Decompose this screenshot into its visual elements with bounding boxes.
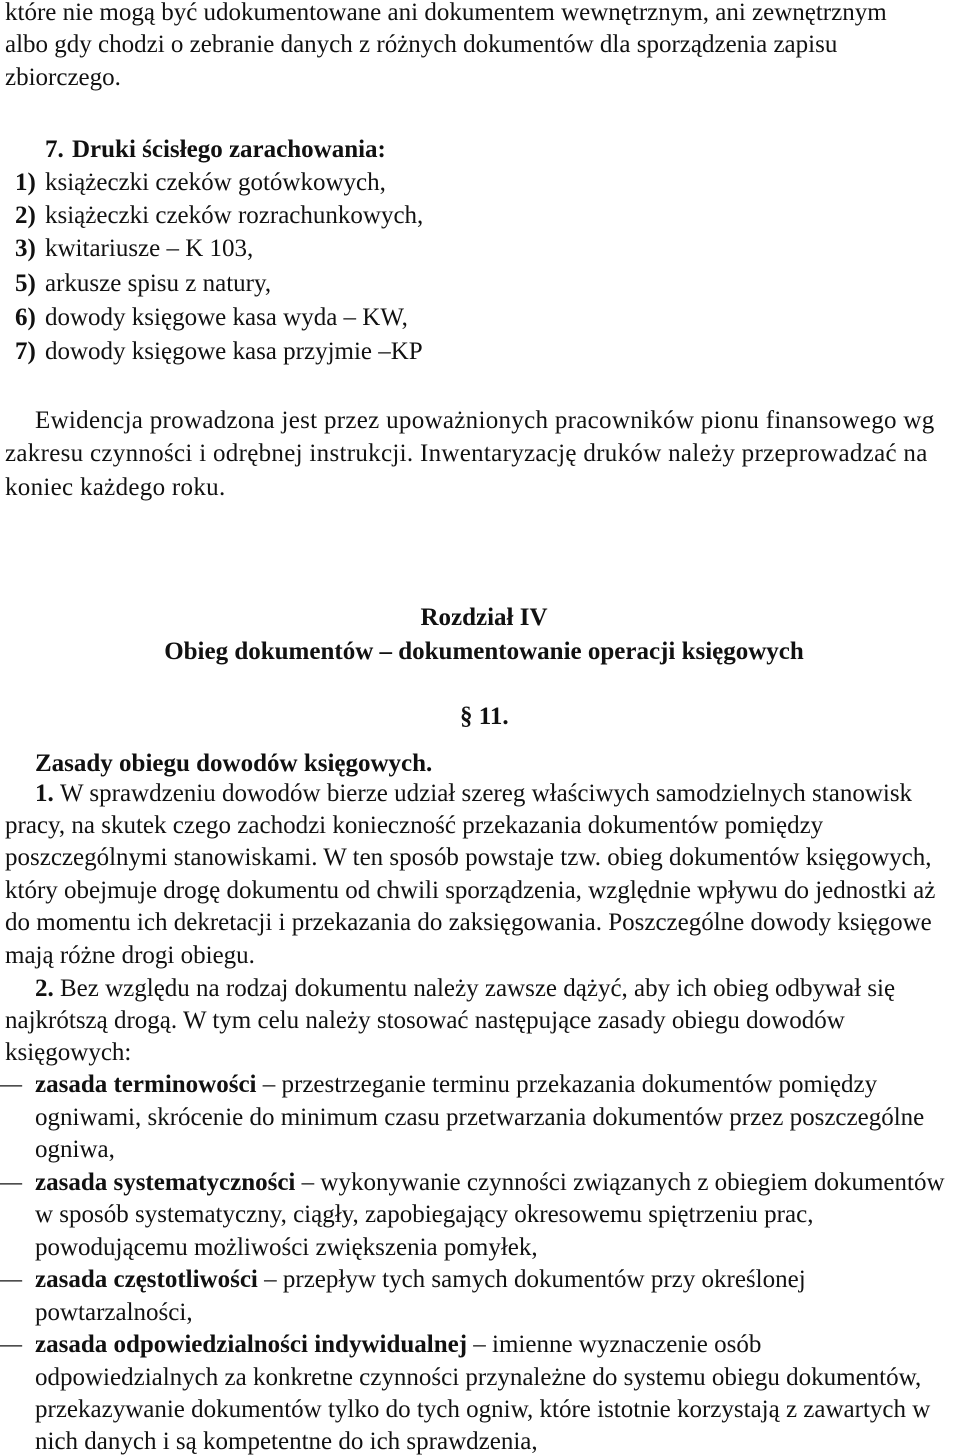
point-first-line	[35, 976, 895, 1002]
paragraph-symbol: § 11.	[460, 703, 509, 730]
list-item	[15, 170, 386, 196]
point-first-line	[35, 781, 912, 807]
principle-line: nich danych i są kompetentne do ich sprawdzenia,	[35, 1428, 538, 1455]
chapter-label: Rozdział IV	[420, 604, 548, 631]
principle-line: przekazywanie dokumentów tylko do tych ogniw, które istotnie korzystają z zawartych w	[35, 1396, 931, 1423]
section-number: 7.	[45, 136, 64, 163]
point-text: Bez względu na rodzaj dokumentu należy zawsze dążyć, aby ich obieg odbywał się	[60, 975, 896, 1002]
bullet-dash	[0, 1267, 35, 1293]
point-line: który obejmuje drogę dokumentu od chwili sporządzenia, względnie wpływu do jednostki aż	[5, 877, 936, 904]
item-text: książeczki czeków rozrachunkowych,	[45, 202, 424, 229]
dash-glyph: –	[0, 1331, 22, 1358]
item-number: 2)	[15, 202, 36, 229]
item-number: 7)	[15, 338, 36, 365]
item-number: 1)	[15, 169, 36, 196]
dash-glyph: –	[0, 1169, 22, 1196]
item-number: 3)	[15, 235, 36, 262]
intro-line: które nie mogą być udokumentowane ani dokumentem wewnętrznym, ani zewnętrznym	[5, 0, 887, 26]
intro-line: zbiorczego.	[5, 64, 121, 91]
chapter-title: Obieg dokumentów – dokumentowanie operacji księgowych	[164, 638, 804, 665]
item-number: 6)	[15, 304, 36, 331]
principle-term: zasada częstotliwości	[35, 1266, 258, 1293]
point-line: do momentu ich dekretacji i przekazania do zaksięgowania. Poszczególne dowody księgowe	[5, 909, 932, 936]
principle-item	[0, 1267, 806, 1293]
item-text: kwitariusze – K 103,	[45, 235, 254, 262]
dash-glyph: –	[0, 1071, 22, 1098]
principle-text: – przepływ tych samych dokumentów przy określonej	[264, 1266, 806, 1293]
principle-line: w sposób systematyczny, ciągły, zapobiegający okresowemu spiętrzeniu prac,	[35, 1201, 814, 1228]
note-line: koniec każdego roku.	[5, 474, 226, 501]
list-item	[15, 305, 408, 331]
section-title: Druki ścisłego zarachowania:	[72, 136, 386, 163]
note-line: zakresu czynności i odrębnej instrukcji. Inwentaryzację druków należy przeprowadzać na	[5, 440, 928, 467]
principle-item	[0, 1332, 761, 1358]
bullet-dash	[0, 1170, 35, 1196]
point-line: pracy, na skutek czego zachodzi konieczność przekazania dokumentów pomiędzy	[5, 812, 824, 839]
principle-item	[0, 1072, 877, 1098]
list-item	[15, 236, 253, 262]
principle-text: – imienne wyznaczenie osób	[473, 1331, 762, 1358]
item-text: książeczki czeków gotówkowych,	[45, 169, 386, 196]
list-item	[15, 339, 423, 365]
principle-term: zasada odpowiedzialności indywidualnej	[35, 1331, 468, 1358]
bullet-dash	[0, 1332, 35, 1358]
principle-line: ogniwami, skrócenie do minimum czasu przetwarzania dokumentów przez poszczególne	[35, 1104, 925, 1131]
item-text: dowody księgowe kasa przyjmie –KP	[45, 338, 423, 365]
item-text: arkusze spisu z natury,	[45, 270, 272, 297]
principle-line: ogniwa,	[35, 1136, 115, 1163]
point-number: 2.	[35, 975, 54, 1002]
intro-line: albo gdy chodzi o zebranie danych z różnych dokumentów dla sporządzenia zapisu	[5, 31, 838, 58]
point-number: 1.	[35, 780, 54, 807]
principle-item	[0, 1170, 945, 1196]
principle-line: odpowiedzialnych za konkretne czynności przynależne do systemu obiegu dokumentów,	[35, 1364, 922, 1391]
principle-line: powodującemu możliwości zwiększenia pomyłek,	[35, 1234, 538, 1261]
principle-term: zasada systematyczności	[35, 1169, 296, 1196]
item-number: 5)	[15, 270, 36, 297]
point-line: księgowych:	[5, 1039, 132, 1066]
point-line: najkrótszą drogą. W tym celu należy stosować następujące zasady obiegu dowodów	[5, 1007, 845, 1034]
list-item	[15, 271, 271, 297]
principle-text: – przestrzeganie terminu przekazania dokumentów pomiędzy	[262, 1071, 878, 1098]
paragraph-heading: Zasady obiegu dowodów księgowych.	[35, 750, 433, 777]
note-line: Ewidencja prowadzona jest przez upoważnionych pracowników pionu finansowego wg	[35, 407, 935, 434]
list-item	[15, 203, 423, 229]
principle-text: – wykonywanie czynności związanych z obiegiem dokumentów	[301, 1169, 945, 1196]
principle-term: zasada terminowości	[35, 1071, 257, 1098]
principle-line: powtarzalności,	[35, 1299, 193, 1326]
item-text: dowody księgowe kasa wyda – KW,	[45, 304, 408, 331]
bullet-dash	[0, 1072, 35, 1098]
point-line: mają różne drogi obiegu.	[5, 942, 255, 969]
dash-glyph: –	[0, 1266, 22, 1293]
point-text: W sprawdzeniu dowodów bierze udział szereg właściwych samodzielnych stanowisk	[60, 780, 913, 807]
point-line: poszczególnymi stanowiskami. W ten sposób powstaje tzw. obieg dokumentów księgowych,	[5, 844, 932, 871]
